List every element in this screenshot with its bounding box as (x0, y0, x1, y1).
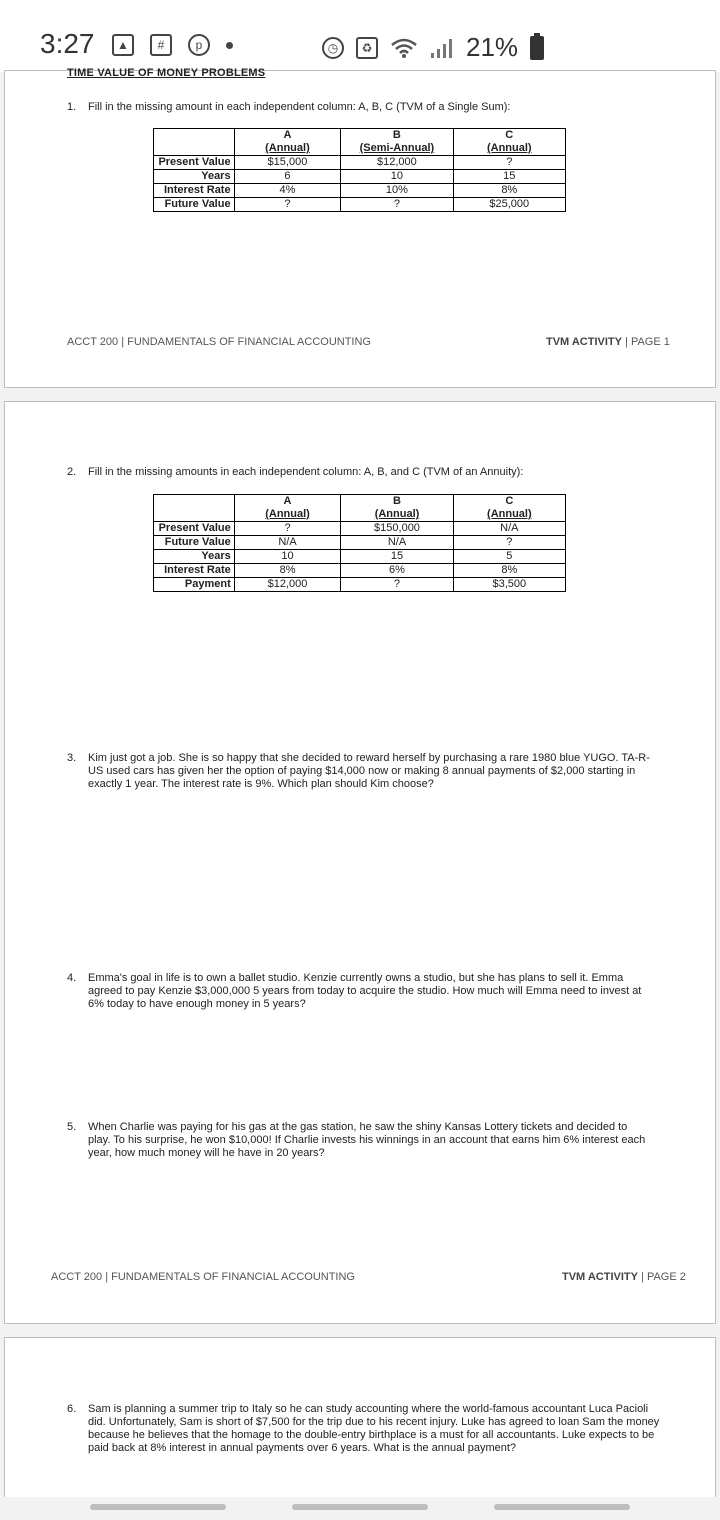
system-icons (322, 32, 544, 63)
table-row: Payment $12,000 ? $3,500 (154, 578, 566, 592)
column-header-a: A (Annual) (234, 495, 341, 522)
recent-apps-button[interactable] (90, 1504, 226, 1510)
question-1-number: 1. (67, 101, 77, 113)
table-row: Years 6 10 15 (154, 170, 566, 184)
battery-percentage: 21% (466, 32, 519, 62)
column-header-c: C (Annual) (453, 495, 565, 522)
table-row: Interest Rate 8% 6% 8% (154, 564, 566, 578)
table-row: Present Value ? $150,000 N/A (154, 522, 566, 536)
document-page-3[interactable] (4, 1337, 716, 1497)
question-5-number: 5. (67, 1121, 77, 1133)
column-header-b: B (Annual) (341, 495, 453, 522)
chat-icon: # (150, 34, 172, 56)
back-button[interactable] (494, 1504, 630, 1510)
column-header-b: B (Semi-Annual) (341, 129, 453, 156)
gallery-icon: ▲ (112, 34, 134, 56)
navigation-bar (0, 1497, 720, 1520)
question-6-number: 6. (67, 1403, 77, 1415)
column-header-c: C (Annual) (453, 129, 565, 156)
table-header-row (154, 129, 566, 156)
status-bar (0, 0, 720, 72)
single-sum-table (153, 128, 566, 212)
table-row: Interest Rate 4% 10% 8% (154, 184, 566, 198)
question-3-text: Kim just got a job. She is so happy that she decided to reward herself by purchasing a rare 1980 blue YUGO. TA-R-US used cars has given her the option of paying $14,000 now or making 8 annual payments of $2,000 starting in exactly 1 year. The interest rate is 9%. Which plan should Kim choose? (88, 752, 650, 790)
alarm-icon: ◷ (322, 37, 344, 59)
footer-page-label: TVM ACTIVITY | PAGE 2 (562, 1271, 686, 1283)
footer-page-label: TVM ACTIVITY | PAGE 1 (546, 336, 670, 348)
home-button[interactable] (292, 1504, 428, 1510)
question-2-number: 2. (67, 466, 77, 478)
footer-course: ACCT 200 | FUNDAMENTALS OF FINANCIAL ACCOUNTING (51, 1271, 355, 1283)
table-header-row (154, 495, 566, 522)
annuity-table (153, 494, 566, 592)
section-title: TIME VALUE OF MONEY PROBLEMS (67, 67, 266, 79)
question-1-text: Fill in the missing amount in each independent column: A, B, C (TVM of a Single Sum): (88, 101, 511, 113)
document-page-1[interactable] (4, 67, 716, 388)
question-6-text: Sam is planning a summer trip to Italy so he can study accounting where the world-famous accountant Luca Pacioli did. Unfortunately, Sam is short of $7,500 for the trip due to his recent injury. Luke has agreed to loan Sam the money because he believes that the homage to the double-entry birthplace is a must for all accountants. Luke expects to be paid back at 8% interest in annual payments over 6 years. What is the annual payment? (88, 1403, 660, 1454)
table-row: Years 10 15 5 (154, 550, 566, 564)
document-page-2[interactable] (4, 401, 716, 1324)
footer-course: ACCT 200 | FUNDAMENTALS OF FINANCIAL ACCOUNTING (67, 336, 371, 348)
recycle-icon: ♻ (356, 37, 378, 59)
column-header-a: A (Annual) (234, 129, 341, 156)
notification-icons (112, 34, 233, 56)
question-5-text: When Charlie was paying for his gas at the gas station, he saw the shiny Kansas Lottery tickets and decided to play. To his surprise, he won $10,000! If Charlie invests his winnings in an account that earns him 6% interest each year, how much money will he have in 20 years? (88, 1121, 646, 1159)
wifi-icon (390, 37, 418, 59)
table-row: Future Value N/A N/A ? (154, 536, 566, 550)
signal-icon (430, 37, 454, 59)
pinterest-icon: p (188, 34, 210, 56)
question-4-text: Emma's goal in life is to own a ballet studio. Kenzie currently owns a studio, but she has plans to sell it. Emma agreed to pay Kenzie $3,000,000 5 years from today to acquire the studio. How much will Emma need to invest at 6% today to have enough money in 5 years? (88, 972, 642, 1010)
question-4-number: 4. (67, 972, 77, 984)
question-3-number: 3. (67, 752, 77, 764)
table-row: Present Value $15,000 $12,000 ? (154, 156, 566, 170)
dot-icon (226, 42, 233, 49)
battery-icon (530, 36, 544, 60)
table-row: Future Value ? ? $25,000 (154, 198, 566, 212)
question-2-text: Fill in the missing amounts in each independent column: A, B, and C (TVM of an Annuity): (88, 466, 524, 478)
status-time: 3:27 (40, 28, 95, 59)
